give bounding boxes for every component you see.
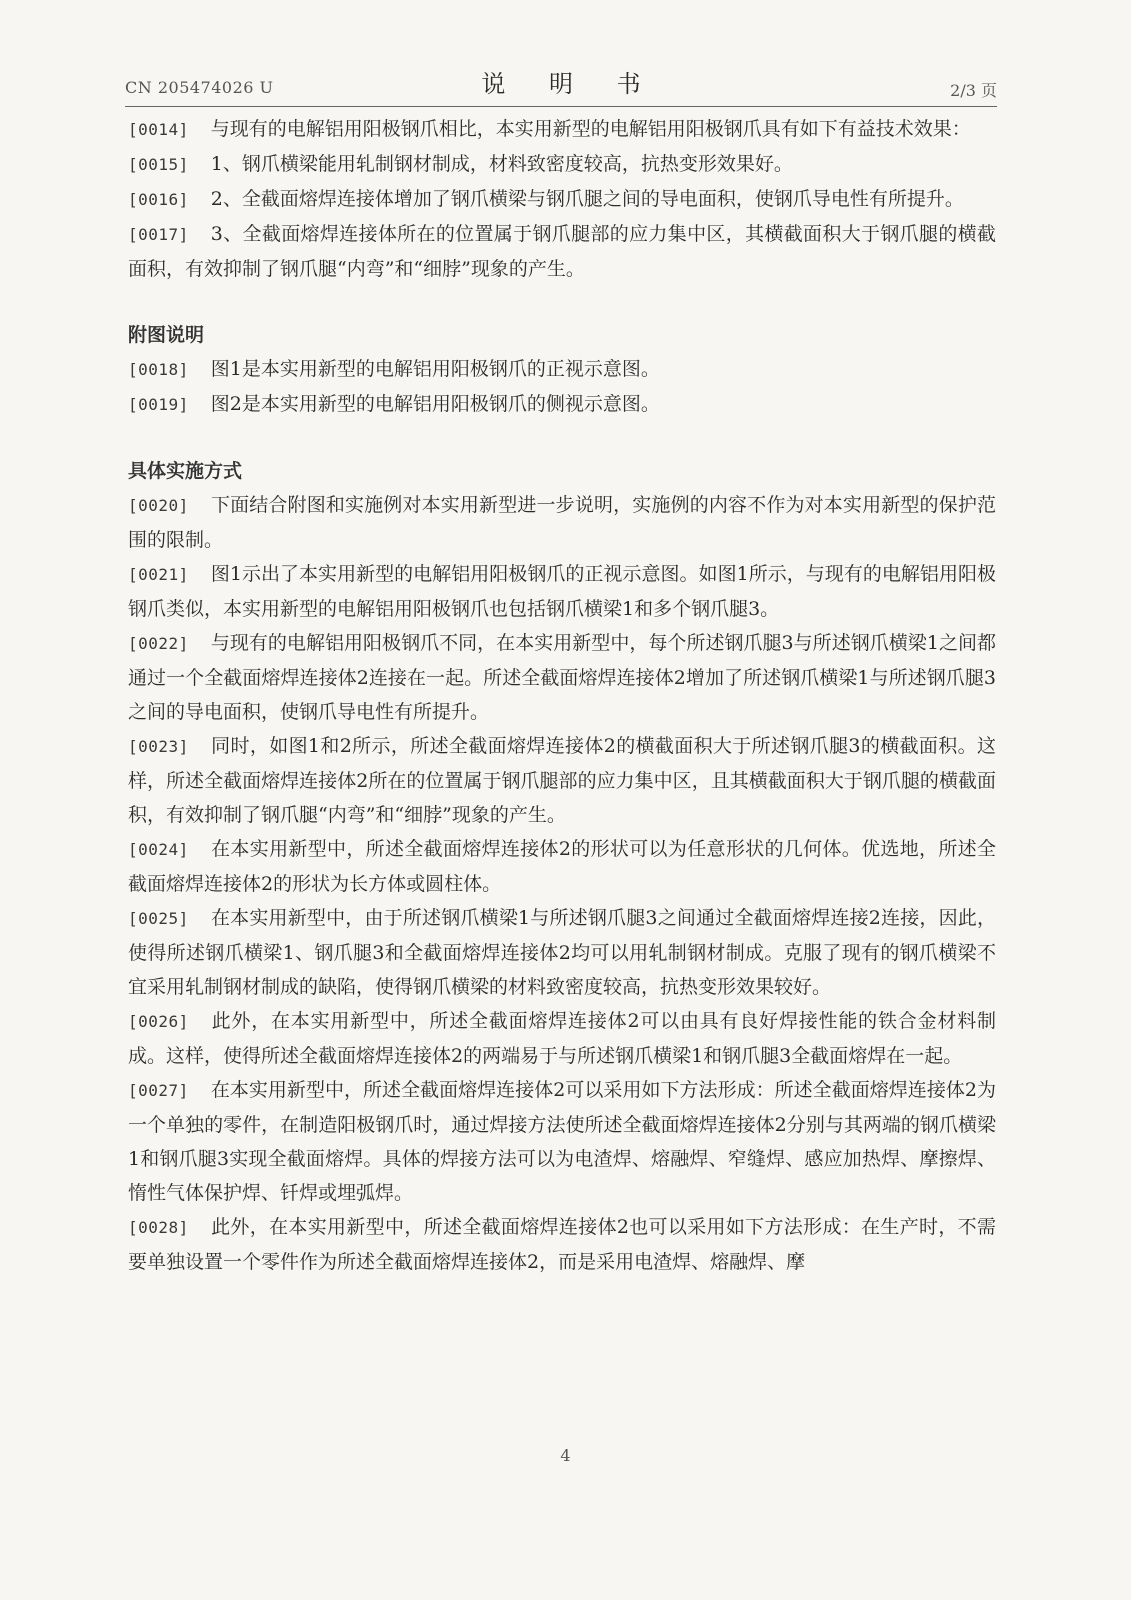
paragraph-text: 与现有的电解铝用阳极钢爪相比，本实用新型的电解铝用阳极钢爪具有如下有益技术效果： — [210, 118, 971, 140]
page-footer — [0, 1446, 1131, 1465]
section-spacer — [128, 286, 996, 318]
paragraph-text: 图2是本实用新型的电解铝用阳极钢爪的侧视示意图。 — [210, 393, 660, 415]
section-heading-figures: 附图说明 — [128, 324, 205, 346]
paragraph-number: [0021] — [128, 565, 189, 584]
page-indicator: 2/3 页 — [950, 81, 997, 100]
paragraph-group-effects — [128, 112, 996, 286]
paragraph-number: [0026] — [128, 1012, 189, 1031]
header-divider — [125, 106, 997, 107]
paragraph — [128, 352, 996, 387]
paragraph-text: 下面结合附图和实施例对本实用新型进一步说明，实施例的内容不作为对本实用新型的保护范围的限制。 — [128, 494, 996, 551]
paragraph-text: 1、钢爪横梁能用轧制钢材制成，材料致密度较高，抗热变形效果好。 — [210, 153, 793, 175]
paragraph-number: [0014] — [128, 120, 189, 139]
page-header — [125, 64, 997, 102]
paragraph — [128, 387, 996, 422]
paragraph-number: [0027] — [128, 1081, 189, 1100]
paragraph — [128, 729, 996, 832]
paragraph-number: [0020] — [128, 496, 189, 515]
paragraph — [128, 182, 996, 217]
paragraph-text: 与现有的电解铝用阳极钢爪不同，在本实用新型中，每个所述钢爪腿3与所述钢爪横梁1之间都通过一个全截面熔焊连接体2连接在一起。所述全截面熔焊连接体2增加了所述钢爪横梁1与所述钢爪腿3之间的导电面积，使钢爪导电性有所提升。 — [128, 632, 996, 723]
paragraph-number: [0015] — [128, 155, 189, 174]
paragraph-number: [0019] — [128, 395, 189, 414]
section-heading-embodiment: 具体实施方式 — [128, 460, 243, 482]
paragraph-text: 同时，如图1和2所示，所述全截面熔焊连接体2的横截面积大于所述钢爪腿3的横截面积。这样，所述全截面熔焊连接体2所在的位置属于钢爪腿部的应力集中区，且其横截面积大于钢爪腿的横截面积，有效抑制了钢爪腿“内弯”和“细脖”现象的产生。 — [128, 735, 996, 826]
paragraph-text: 图1是本实用新型的电解铝用阳极钢爪的正视示意图。 — [210, 358, 660, 380]
paragraph-text: 此外，在本实用新型中，所述全截面熔焊连接体2可以由具有良好焊接性能的铁合金材料制成。这样，使得所述全截面熔焊连接体2的两端易于与所述钢爪横梁1和钢爪腿3全截面熔焊在一起。 — [128, 1010, 996, 1067]
paragraph-text: 在本实用新型中，所述全截面熔焊连接体2的形状可以为任意形状的几何体。优选地，所述全截面熔焊连接体2的形状为长方体或圆柱体。 — [128, 838, 996, 895]
paragraph — [128, 488, 996, 557]
paragraph — [128, 1004, 996, 1073]
paragraph — [128, 901, 996, 1004]
paragraph-number: [0024] — [128, 840, 189, 859]
paragraph — [128, 112, 996, 147]
document-title: 说 明 书 — [481, 70, 659, 98]
paragraph-text: 在本实用新型中，所述全截面熔焊连接体2可以采用如下方法形成：所述全截面熔焊连接体2为一个单独的零件，在制造阳极钢爪时，通过焊接方法使所述全截面熔焊连接体2分别与其两端的钢爪横梁1和钢爪腿3实现全截面熔焊。具体的焊接方法可以为电渣焊、熔融焊、窄缝焊、感应加热焊、摩擦焊、惰性气体保护焊、钎焊或埋弧焊。 — [128, 1079, 996, 1204]
paragraph-number: [0028] — [128, 1218, 189, 1237]
paragraph — [128, 1210, 996, 1279]
paragraph-number: [0016] — [128, 190, 189, 209]
paragraph-number: [0022] — [128, 634, 189, 653]
paragraph-group-figures — [128, 352, 996, 422]
paragraph — [128, 557, 996, 626]
paragraph-number: [0018] — [128, 360, 189, 379]
section-spacer — [128, 422, 996, 454]
paragraph-number: [0023] — [128, 737, 189, 756]
paragraph — [128, 217, 996, 286]
paragraph-number: [0025] — [128, 909, 189, 928]
document-body — [128, 112, 996, 1279]
paragraph — [128, 626, 996, 729]
paragraph-number: [0017] — [128, 225, 189, 244]
paragraph-group-embodiment — [128, 488, 996, 1279]
patent-number: CN 205474026 U — [125, 78, 274, 97]
page-number: 4 — [560, 1446, 571, 1465]
paragraph-text: 图1示出了本实用新型的电解铝用阳极钢爪的正视示意图。如图1所示，与现有的电解铝用阳极钢爪类似，本实用新型的电解铝用阳极钢爪也包括钢爪横梁1和多个钢爪腿3。 — [128, 563, 996, 620]
paragraph-text: 此外，在本实用新型中，所述全截面熔焊连接体2也可以采用如下方法形成：在生产时，不需要单独设置一个零件作为所述全截面熔焊连接体2，而是采用电渣焊、熔融焊、摩 — [128, 1216, 996, 1273]
paragraph-text: 在本实用新型中，由于所述钢爪横梁1与所述钢爪腿3之间通过全截面熔焊连接2连接，因此，使得所述钢爪横梁1、钢爪腿3和全截面熔焊连接体2均可以用轧制钢材制成。克服了现有的钢爪横梁不宜采用轧制钢材制成的缺陷，使得钢爪横梁的材料致密度较高，抗热变形效果较好。 — [128, 907, 996, 998]
paragraph — [128, 1073, 996, 1210]
paragraph — [128, 147, 996, 182]
paragraph — [128, 832, 996, 901]
paragraph-text: 2、全截面熔焊连接体增加了钢爪横梁与钢爪腿之间的导电面积，使钢爪导电性有所提升。 — [210, 188, 964, 210]
paragraph-text: 3、全截面熔焊连接体所在的位置属于钢爪腿部的应力集中区，其横截面积大于钢爪腿的横截面积，有效抑制了钢爪腿“内弯”和“细脖”现象的产生。 — [128, 223, 996, 280]
